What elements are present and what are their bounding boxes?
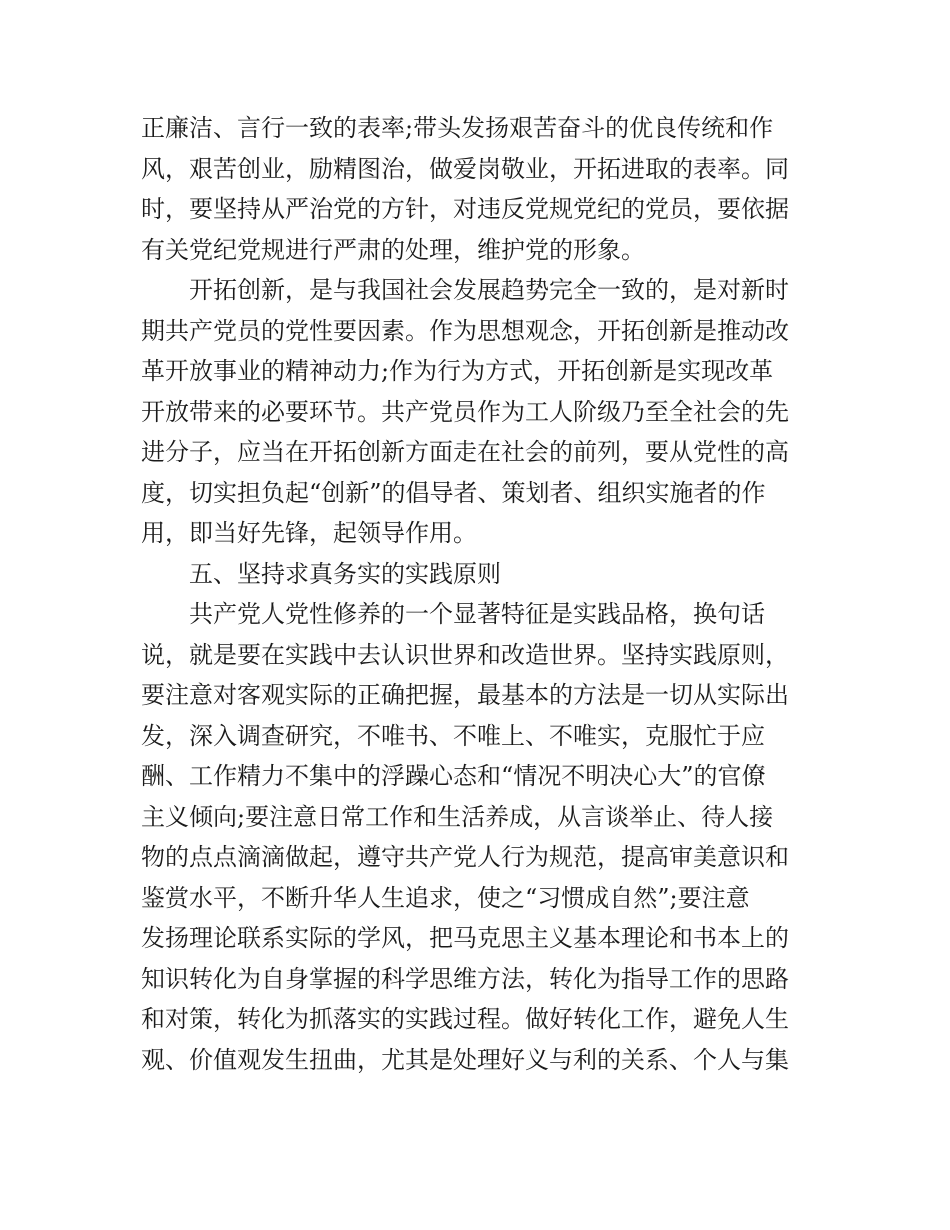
- text-line: 五、坚持求真务实的实践原则: [189, 559, 501, 588]
- text-line: 正廉洁、言行一致的表率;带头发扬艰苦奋斗的优良传统和作: [141, 114, 774, 142]
- text-line: 进分子，应当在开拓创新方面走在社会的前列，要从党性的高: [141, 438, 789, 466]
- text-line: 期共产党员的党性要因素。作为思想观念，开拓创新是推动改: [141, 316, 789, 345]
- text-line: 开拓创新，是与我国社会发展趋势完全一致的，是对新时: [189, 276, 789, 304]
- text-line: 风，艰苦创业，励精图治，做爱岗敬业，开拓进取的表率。同: [141, 154, 789, 183]
- text-line: 时，要坚持从严治党的方针，对违反党规党纪的党员，要依据: [141, 195, 789, 223]
- text-line: 革开放事业的精神动力;作为行为方式，开拓创新是实现改革: [141, 357, 774, 385]
- text-line: 要注意对客观实际的正确把握，最基本的方法是一切从实际出: [141, 681, 789, 709]
- document-body: [141, 108, 821, 1080]
- text-line: 说，就是要在实践中去认识世界和改造世界。坚持实践原则，: [141, 640, 789, 669]
- text-line: 发，深入调查研究，不唯书、不唯上、不唯实，克服忙于应: [141, 721, 765, 750]
- text-line: 知识转化为自身掌握的科学思维方法，转化为指导工作的思路: [141, 964, 789, 993]
- text-line: 有关党纪党规进行严肃的处理，维护党的形象。: [141, 235, 645, 264]
- text-line: 物的点点滴滴做起，遵守共产党人行为规范，提高审美意识和: [141, 843, 789, 871]
- text-line: 开放带来的必要环节。共产党员作为工人阶级乃至全社会的先: [141, 397, 789, 426]
- text-line: 酬、工作精力不集中的浮躁心态和“情况不明决心大”的官僚: [141, 762, 766, 790]
- text-line: 共产党人党性修养的一个显著特征是实践品格，换句话: [189, 600, 765, 628]
- text-line: 和对策，转化为抓落实的实践过程。做好转化工作，避免人生: [141, 1005, 789, 1033]
- text-line: 度，切实担负起“创新”的倡导者、策划者、组织实施者的作: [141, 478, 766, 507]
- text-line: 观、价值观发生扭曲，尤其是处理好义与利的关系、个人与集: [141, 1045, 789, 1074]
- text-line: 主义倾向;要注意日常工作和生活养成，从言谈举止、待人接: [141, 802, 774, 831]
- text-line: 发扬理论联系实际的学风，把马克思主义基本理论和书本上的: [141, 924, 789, 952]
- text-line: 用，即当好先锋，起领导作用。: [141, 519, 477, 547]
- text-line: 鉴赏水平，不断升华人生追求，使之“习惯成自然”;要注意: [141, 883, 750, 912]
